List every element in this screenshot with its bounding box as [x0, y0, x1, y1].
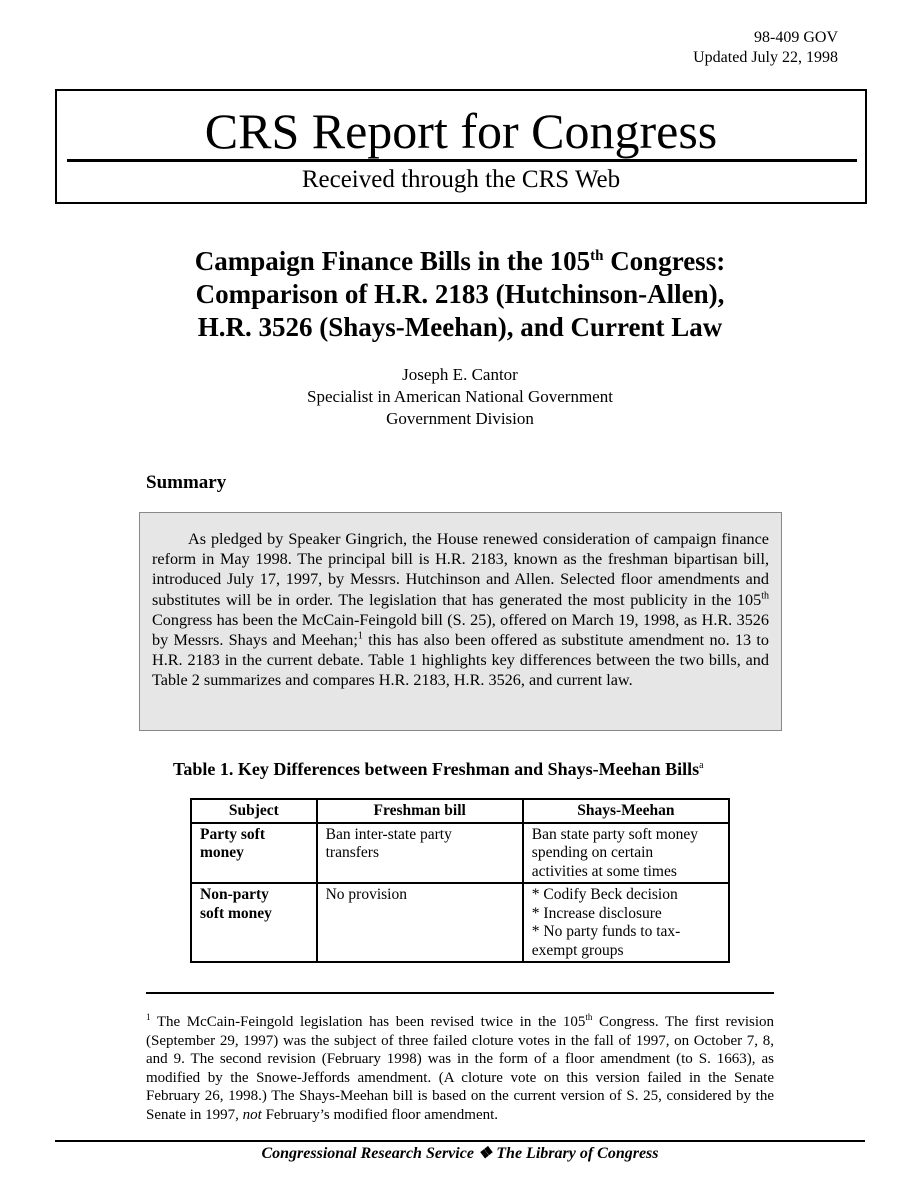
footnote-1: $^1$ The McCain-Feingold legislation has been revised twice in the 105th Congress. The first revision (September 29, 1997) was the subject of three failed cloture votes in the fall of 1997, on October 7, 8, and 9. The second revision (February 1998) was in the form of a floor amendment (to S. 1663), as modified by the Snowe-Jeffords amendment. (A cloture vote on this version failed in the Senate February 26, 1998.) The Shays-Meehan bill is based on the current version of S. 25, considered by the Senate in 1997, not February’s modified floor amendment.: [146, 1012, 775, 1123]
footnote-ref-1[interactable]: 1: [357, 630, 363, 642]
subject-cell: Non-party soft money: [191, 883, 317, 962]
shays-meehan-cell: * Codify Beck decision * Increase disclosure * No party funds to tax- exempt groups: [523, 883, 729, 962]
report-header-subtitle: Received through the CRS Web: [301, 166, 621, 193]
table-1-caption: Table 1. Key Differences between Freshman and Shays-Meehan Bills$^a$: [173, 759, 704, 779]
summary-text: As pledged by Speaker Gingrich, the House renewed consideration of campaign finance reform in May 1998. The principal bill is H.R. 2183, known as the freshman bipartisan bill, introduced July 17, 1997, by Messrs. Hutchinson and Allen. Selected floor amendments and substitutes will be in order. The legislation that has generated the most publicity in the 105th Congress has been the McCain-Feingold bill (S. 25), offered on March 19, 1998, as H.R. 3526 by Messrs. Shays and Meehan;$^1$ this has also been offered as substitute amendment no. 13 to H.R. 2183 in the current debate. Table 1 highlights key differences between the two bills, and Table 2 summarizes and compares H.R. 2183, H.R. 3526, and current law.: [152, 530, 770, 690]
report-updated-date: Updated July 22, 1998: [693, 49, 838, 66]
column-header-subject: Subject: [191, 799, 317, 823]
author-name: Joseph E. Cantor: [402, 365, 518, 384]
author-division: Government Division: [386, 409, 534, 428]
column-header-shays-meehan: Shays-Meehan: [523, 799, 729, 823]
subject-cell: Party soft money: [191, 823, 317, 884]
freshman-cell: Ban inter-state party transfers: [317, 823, 523, 884]
footnote-emphasis: not: [242, 1106, 262, 1123]
report-header-box: [55, 89, 867, 204]
summary-box: [139, 512, 782, 731]
column-header-freshman: Freshman bill: [317, 799, 523, 823]
page-footer: Congressional Research Service ❖ The Library of Congress: [261, 1145, 659, 1162]
table-footnote-ref: a: [699, 760, 704, 771]
report-id-block: [693, 28, 838, 68]
key-differences-table: [190, 798, 730, 963]
author-block: [160, 364, 760, 430]
report-header-title: CRS Report for Congress: [204, 103, 718, 159]
table-row: [191, 823, 729, 884]
title-line-2: Comparison of H.R. 2183 (Hutchinson-Allen),: [195, 279, 725, 309]
table-header-row: [191, 799, 729, 823]
title-line-1: Campaign Finance Bills in the 105th Congress:: [194, 246, 726, 276]
title-line-3: H.R. 3526 (Shays-Meehan), and Current Law: [197, 312, 723, 342]
shays-meehan-cell: Ban state party soft money spending on certain activities at some times: [523, 823, 729, 884]
footer-divider: [55, 1140, 865, 1142]
header-divider: [67, 159, 857, 162]
footnote-marker: 1: [146, 1012, 151, 1022]
author-title: Specialist in American National Government: [307, 387, 613, 406]
freshman-cell: No provision: [317, 883, 523, 962]
summary-heading: Summary: [146, 472, 227, 493]
document-title: [140, 245, 780, 344]
report-number: 98-409 GOV: [754, 29, 838, 46]
footnote-divider: [146, 992, 774, 994]
table-row: [191, 883, 729, 962]
